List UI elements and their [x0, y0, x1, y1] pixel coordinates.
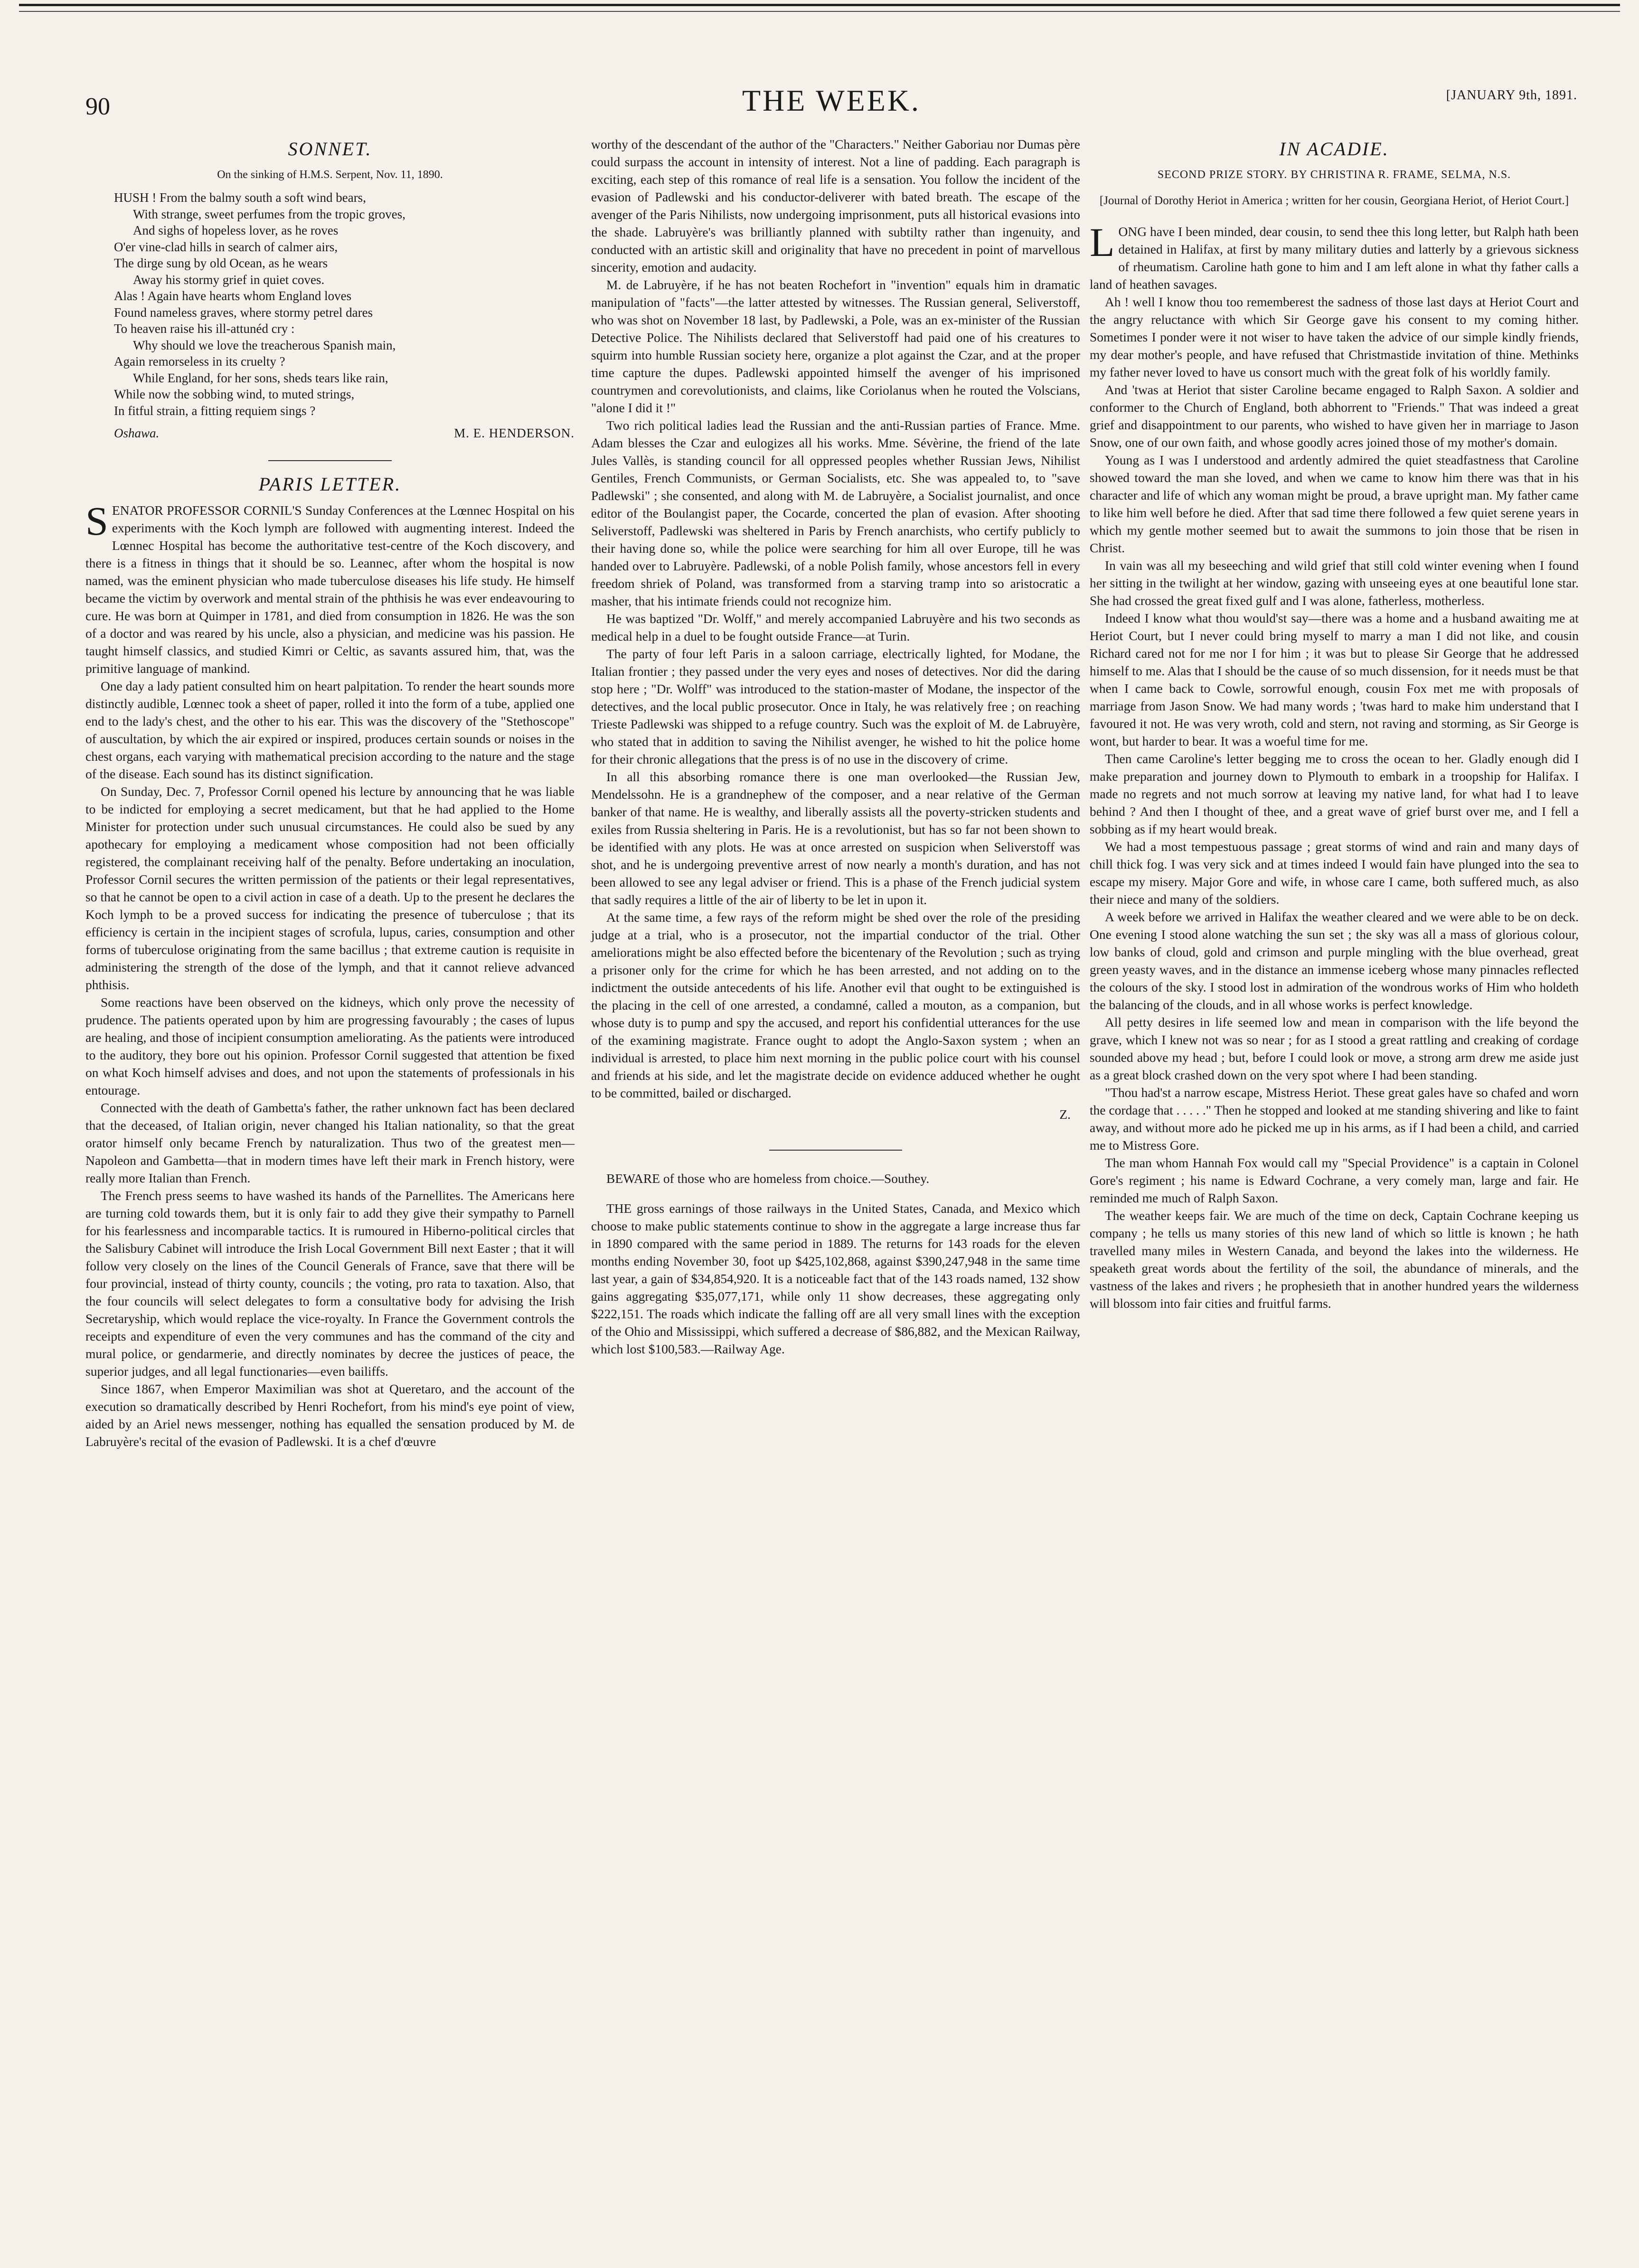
poem-line: To heaven raise his ill-attunéd cry : [114, 321, 295, 336]
poem-line: While now the sobbing wind, to muted strings, [114, 387, 355, 401]
poem-line: In fitful strain, a fitting requiem sings ? [114, 403, 316, 418]
railways-note: THE gross earnings of those railways in the United States, Canada, and Mexico which choose to make public statements continue to show in the aggregate a large increase thus far in 1890 compared with the same period in 1889. The returns for 143 roads for the eleven months ending November 30, foot up $425,102,868, against $390,247,948 in the same time last year, a gain of $34,854,920. It is a noticeable fact that of the 143 roads named, 132 show gains aggregating $35,077,171, while only 11 show decreases, these aggregating only $222,151. The roads which indicate the falling off are all very small lines with the exception of the Ohio and Mississippi, which suffered a decrease of $86,882, and the Mexican Railway, which lost $100,583.—Railway Age. [591, 1201, 1080, 1356]
poem-line: And sighs of hopeless lover, as he roves [133, 223, 339, 237]
paragraph: The party of four left Paris in a saloon carriage, electrically lighted, for Modane, the Italian frontier ; they passed under the very eyes and noses of detectives. Nor did the daring stop here ; "Dr. Wolff" was introduced to the station-master of Modane, the inspector of the detectives, and the local public prosecutor. Once in Italy, he was relatively free ; on reaching Trieste Padlewski was shipped to a refuge country. Such was the exploit of M. de Labruyère, who stated that in addition to saving the Nihilist avenger, he wished to hit the police home for their chronic allegations that the press is of no use in the discovery of crime. [591, 646, 1080, 766]
paragraph: All petty desires in life seemed low and mean in comparison with the life beyond the grave, which I knew not was so near ; for as I stood a great rattling and creaking of cordage sounded above my head ; but, before I could look or move, a strong arm drew me aside just as a great block crashed down on the very spot where I had been standing. [1090, 1015, 1579, 1082]
paragraph: Young as I was I understood and ardently admired the quiet steadfastness that Caroline showed toward the man she loved, and when we came to know him there was that in his character and life of which any woman might be proud, a brave upright man. My father came to like him well before he died. After that sad time there followed a few quiet serene years in which my gentle mother seemed but to await the summons to join those that be risen in Christ. [1090, 453, 1579, 555]
sonnet-poem [114, 189, 575, 419]
poem-line: O'er vine-clad hills in search of calmer airs, [114, 239, 338, 254]
top-rule [19, 4, 1620, 12]
paragraph: And 'twas at Heriot that sister Caroline became engaged to Ralph Saxon. A soldier and conformer to the Church of England, both abhorrent to "Friends." That was indeed a great grief and disappointment to our parents, who wished to have given her in marriage to Jason Snow, one of our own faith, and whose goodly acres joined those of my mother's domain. [1090, 382, 1579, 450]
paragraph: He was baptized "Dr. Wolff," and merely accompanied Labruyère and his two seconds as medical help in a duel to be fought outside France—at Turin. [591, 611, 1080, 643]
paragraph [1090, 219, 1579, 293]
sonnet-dedication: On the sinking of H.M.S. Serpent, Nov. 11, 1890. [217, 169, 443, 181]
paragraph-text: ENATOR PROFESSOR CORNIL'S Sunday Conferences at the Lœnnec Hospital on his experiments with the Koch lymph are followed with augmenting interest. Indeed the Lœnnec Hospital has become the authoritative test-centre of the Koch discovery, and there is a fitness in things that it should be so. Leannec, after whom the hospital is now named, was the eminent physician who made tuberculose diseases his life study. He himself became the victim by overwork and mental strain of the phthisis he was ever endeavouring to cure. He was born at Quimper in 1781, and died from consumption in 1826. He was the son of a doctor and was reared by his uncle, also a physician, and medicine was his passion. He taught himself classics, and studied Kimri or Celtic, as savants assured him, that, was the primitive language of mankind. [85, 503, 575, 676]
poem-line: Again remorseless in its cruelty ? [114, 354, 285, 369]
drop-cap: L [1090, 219, 1115, 265]
paragraph: Two rich political ladies lead the Russian and the anti-Russian parties of France. Mme. Adam blesses the Czar and eulogizes all his works. Mme. Sévèrine, the friend of the late Jules Vallès, is standing council for all oppressed peoples whether Russian Jews, Nihilist Gentiles, French Communists, or German Socialists, etc. She was appealed to, to "save Padlewski" ; she consented, and along with M. de Labruyère, a Socialist journalist, and once editor of the Boulangist paper, the Cocarde, concerted the plan of evasion. After shooting Seliverstoff, Padlewski was sheltered in Paris by French anarchists, who certify publicly to their having done so, while the police were searching for him all over Europe, till he was handed over to Labruyère. Padlewski, of a noble Polish family, whose ancestors fell in every freedom shriek of Poland, was transformed from a starving tramp into so aristocratic a masher, that his intimate friends could not recognize him. [591, 418, 1080, 608]
paris-letter-signature: Z. [1059, 1107, 1071, 1122]
paragraph: Some reactions have been observed on the kidneys, which only prove the necessity of prudence. The patients operated upon by him are progressing favourably ; the cases of lupus are healing, and those of incipient consumption ameliorating. As the patients were introduced to the auditory, they bore out his opinion. Professor Cornil suggested that attention be fixed on what Koch himself advises and does, and not upon the statements of professionals in his entourage. [85, 995, 575, 1097]
paragraph: Then came Caroline's letter begging me to cross the ocean to her. Gladly enough did I make preparation and journey down to Plymouth to embark in a troopship for Halifax. I made no regrets and not much sorrow at leaving my native land, for what had I to leave behind ? And then I thought of thee, and a great wave of grief burst over me, and I fell a sobbing as if my heart would break. [1090, 751, 1579, 836]
poem-line: Away his stormy grief in quiet coves. [133, 272, 325, 287]
poem-line: Why should we love the treacherous Spanish main, [133, 338, 396, 352]
acadie-subtitle: SECOND PRIZE STORY. BY CHRISTINA R. FRAME, SELMA, N.S. [1157, 169, 1511, 181]
issue-date: [JANUARY 9th, 1891. [1446, 88, 1577, 103]
acadie-journal-note: [Journal of Dorothy Heriot in America ; written for her cousin, Georgiana Heriot, of Heriot Court.] [1099, 194, 1569, 207]
beware-note: BEWARE of those who are homeless from choice.—Southey. [606, 1171, 930, 1186]
paragraph: worthy of the descendant of the author of the "Characters." Neither Gaboriau nor Dumas père could surpass the account in intensity of interest. Not a line of padding. Each paragraph is exciting, each step of this romance of real life is a sensation. You follow the incident of the evasion of Padlewski and his conductor-deliverer with bated breath. The escape of the avenger of the Paris Nihilists, now undergoing imprisonment, puts all historical evasions into the shade. Labruyère's was brilliantly planned with subtilty rather than ingenuity, and conducted with an artistic skill and originality that have no precedent in point of marvellous sincerity, emotion and audacity. [591, 137, 1080, 274]
paragraph: "Thou had'st a narrow escape, Mistress Heriot. These great gales have so chafed and worn the cordage that . . . . ." Then he stopped and looked at me standing shivering and like to faint away, and without more ado he picked me up in his arms, as if I had been a child, and carried me to Mistress Gore. [1090, 1085, 1579, 1153]
paragraph: The French press seems to have washed its hands of the Parnellites. The Americans here are turning cold towards them, but it is only fair to add they give their sympathy to Parnell for his fearlessness and incomparable tactics. It is rumoured in Hiberno-political circles that the Salisbury Cabinet will introduce the Irish Local Government Bill next Easter ; that it will follow very closely on the lines of the Council Generals of France, save that there will be four provincial, instead of thirty county, councils ; the voting, pro rata to taxation. Also, that the four councils will select delegates to form a consultative body for advising the Irish Secretaryship, which would replace the vice-royalty. In France the Government controls the receipts and expenditure of even the very communes and has the command of the city and mural police, or gendarmerie, and directly nominates by decree the justices of peace, the superior judges, and all legal functionaries—even bailiffs. [85, 1188, 575, 1379]
paragraph-text: ONG have I been minded, dear cousin, to send thee this long letter, but Ralph hath been detained in Halifax, at first by many military duties and latterly by a grievous sickness of rheumatism. Caroline hath gone to him and I am left alone in what thy father calls a land of heathen savages. [1090, 224, 1579, 292]
paragraph: The man whom Hannah Fox would call my "Special Providence" is a captain in Colonel Gore's regiment ; his name is Edward Cochrane, a very comely man, large and fair. He reminded me much of Ralph Saxon. [1090, 1155, 1579, 1205]
paragraph: In vain was all my beseeching and wild grief that still cold winter evening when I found her sitting in the twilight at her window, gazing with unseeing eyes at one beautiful lone star. She had crossed the great fixed gulf and I was alone, fatherless, motherless. [1090, 558, 1579, 608]
poem-line: With strange, sweet perfumes from the tropic groves, [133, 207, 405, 221]
paragraph [85, 498, 575, 677]
divider [769, 1150, 902, 1151]
paragraph: We had a most tempestuous passage ; great storms of wind and rain and many days of chill thick fog. I was very sick and at times indeed I would fain have plunged into the sea to escape my misery. Major Gore and wife, in whose care I came, both suffered much, as also their niece and many of the soldiers. [1090, 839, 1579, 907]
drop-cap: S [85, 498, 108, 544]
poem-line: Found nameless graves, where stormy petrel dares [114, 305, 373, 320]
paragraph: On Sunday, Dec. 7, Professor Cornil opened his lecture by announcing that he was liable to be indicted for employing a secret medicament, but that he had applied to the Home Minister for protection under such unusual circumstances. He could also be sued by any apothecary for employing a medicament whose composition had not been officially registered, the complainant receiving half of the penalty. Before undertaking an inoculation, Professor Cornil secures the written permission of the patients or their legal representatives, so that he cannot be open to a civil action in case of a death. Up to the present he declares the Koch lymph to be a proved success for indicating the presence of tuberculose ; that its efficiency is certain in the incipient stages of scrofula, lupus, caries, consumption and other forms of tuberculose originating from the same bacillus ; that extreme caution is requisite in administering the strength of the dose of the lymph, and that it cannot relieve advanced phthisis. [85, 784, 575, 992]
divider [268, 460, 392, 461]
paragraph: Since 1867, when Emperor Maximilian was shot at Queretaro, and the account of the execution so dramatically described by Henri Rochefort, from his mind's eye point of view, aided by an Ariel news messenger, nothing has equalled the sensation produced by M. de Labruyère's recital of the evasion of Padlewski. It is a chef d'œuvre [85, 1381, 575, 1449]
sonnet-signature [114, 425, 575, 442]
paragraph: Ah ! well I know thou too rememberest the sadness of those last days at Heriot Court and the angry reluctance with which Sir George gave his consent to my coming hither. Sometimes I ponder were it not wiser to have taken the advice of our simple kindly friends, my dear mother's people, and have refused that Christmastide invitation of thine. Methinks my father never loved to have us consort much with the great folk of his worldly family. [1090, 294, 1579, 379]
sonnet-author: M. E. HENDERSON. [454, 426, 575, 440]
paragraph: At the same time, a few rays of the reform might be shed over the role of the presiding judge at a trial, who is a prosecutor, not the impartial conductor of the trial. Other ameliorations might be also effected before the bicentenary of the Revolution ; such as trying a prisoner only for the crime for which he has been arrested, and not adding on to the indictment the outside antecedents of his life. Another evil that ought to be extinguished is the placing in the cell of one arrested, a condamné, called a mouton, as a companion, but whose duty is to pump and spy the accused, and report his confidential utterances for the use of the examining magistrate. France ought to adopt the Anglo-Saxon system ; when an individual is arrested, to place him next morning in the public police court with his counsel and friends at his side, and let the magistrate decide on evidence adduced whether he ought to be committed, bailed or discharged. [591, 910, 1080, 1100]
poem-line: The dirge sung by old Ocean, as he wears [114, 256, 328, 270]
acadie-title: IN ACADIE. [1279, 138, 1389, 160]
paragraph: Indeed I know what thou would'st say—there was a home and a husband awaiting me at Heriot Court, but I never could bring myself to marry a man I did not like, and cousin Richard cared not for me nor I for him ; it was but to please Sir George that he addressed himself to me. Alas that I should be the cause of so much dissension, for it needs must be that when I came back to Cowle, sorrowful enough, cousin Fox met me with proposals of marriage from Jason Snow. We had many words ; 'twas hard to make him understand that I favoured it not. He was very wroth, cold and stern, not raving and storming, as Sir George is wont, but harder to bear. It was a woeful time for me. [1090, 611, 1579, 748]
paragraph: In all this absorbing romance there is one man overlooked—the Russian Jew, Mendelssohn. He is a grandnephew of the composer, and a near relative of the German banker of that name. He is wealthy, and liberally assists all the poverty-stricken students and exiles from Russia sheltering in Paris. He is a revolutionist, but has so far not been shown to be identified with any plots. He was at once arrested on suspicion when Seliverstoff was shot, and he is undergoing preventive arrest of now nearly a month's duration, and has not been allowed to see any legal adviser or friend. This is a phase of the French judicial system that sadly requires a little of the air of liberty to be let in upon it. [591, 769, 1080, 907]
column-2 [591, 135, 1080, 1358]
paragraph: Connected with the death of Gambetta's father, the rather unknown fact has been declared that the deceased, of Italian origin, never changed his Italian nationality, so that the great orator himself only became French by naturalization. Thus two of the greatest men—Napoleon and Gambetta—that in modern times have left their mark in French history, were really more Italian than French. [85, 1100, 575, 1185]
column-3 [1090, 135, 1579, 1312]
masthead-title: THE WEEK. [742, 84, 921, 117]
sonnet-title: SONNET. [288, 138, 372, 160]
paragraph: The weather keeps fair. We are much of the time on deck, Captain Cochrane keeping us company ; he tells us many stories of this new land of which so little is known ; he hath travelled many miles in Western Canada, and beyond the lakes into the wilderness. He speaketh great words about the fertility of the soil, the abundance of minerals, and the vastness of the lakes and rivers ; he prophesieth that in another hundred years the wilderness will blossom into fair cities and fruitful farms. [1090, 1208, 1579, 1311]
poem-line: Alas ! Again have hearts whom England loves [114, 289, 352, 303]
sonnet-place: Oshawa. [114, 426, 160, 440]
column-1 [85, 135, 575, 1450]
paragraph: One day a lady patient consulted him on heart palpitation. To render the heart sounds more distinctly audible, Lœnnec took a sheet of paper, rolled it into the form of a tube, applied one end to the lady's chest, and the other to his ear. This was the discovery of the "Stethoscope" of auscultation, by which the air expired or inspired, produces certain sounds or noises in the chest organs, each varying with mathematical precision according to the nature and the stage of the disease. Each sound has its distinct signification. [85, 679, 575, 781]
paragraph: M. de Labruyère, if he has not beaten Rochefort in "invention" equals him in dramatic manipulation of "facts"—the latter attested by witnesses. The Russian general, Seliverstoff, who was shot on November 18 last, by Padlewski, a Pole, was an ex-minister of the Russian Detective Police. The Nihilists declared that Seliverstoff had paid one of his creatures to squirm into humble Russian society here, organize a plot against the Czar, and at the proper time capture the dupes. Padlewski appointed himself the avenger of his imprisoned countrymen and corevolutionists, and claims, like Coriolanus when he routed the Volscians, "alone I did it !" [591, 277, 1080, 415]
paris-letter-title: PARIS LETTER. [258, 473, 402, 495]
page-number: 90 [85, 93, 110, 120]
poem-line: While England, for her sons, sheds tears like rain, [133, 370, 388, 385]
poem-line: HUSH ! From the balmy south a soft wind bears, [114, 190, 366, 205]
page-header [85, 83, 1577, 126]
paragraph: A week before we arrived in Halifax the weather cleared and we were able to be on deck. One evening I stood alone watching the sun set ; the sky was all a mass of glorious colour, low banks of cloud, gold and crimson and purple mingling with the blue overhead, great green yeasty waves, and in the distance an immense iceberg whose many pinnacles reflected the colours of the sky. I stood lost in admiration of the wondrous works of Him who holdeth the balancing of the clouds, and in all whose works is perfect knowledge. [1090, 909, 1579, 1012]
